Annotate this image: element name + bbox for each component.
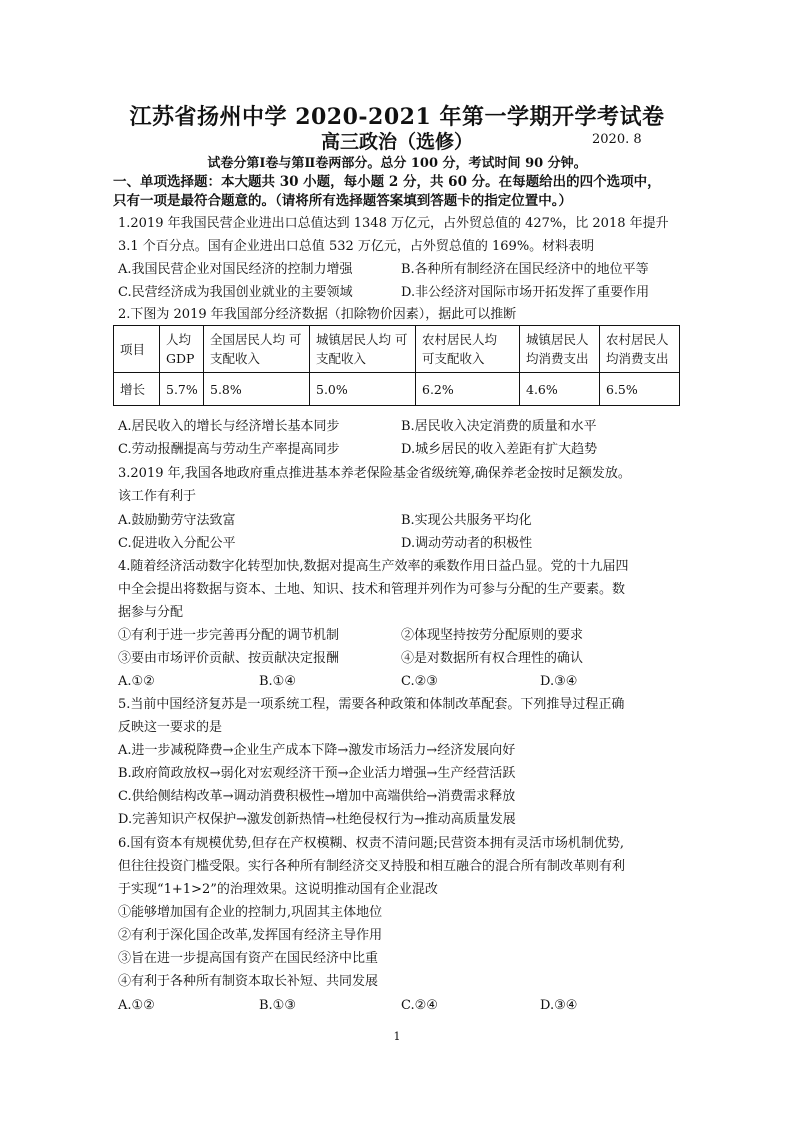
- q6-option-a: A.①②: [118, 998, 155, 1013]
- q4-option-a: A.①②: [118, 674, 155, 689]
- q6-stem-line1: 6.国有资本有规模优势,但存在产权模糊、权责不清问题;民营资本拥有灵活市场机制优势,: [118, 836, 625, 851]
- q4-stem-line2: 中全会提出将数据与资本、土地、知识、技术和管理并列作为可参与分配的生产要素。数: [118, 582, 626, 597]
- table-row-label: 增长: [114, 373, 160, 406]
- q5-option-b: B.政府简政放权→弱化对宏观经济干预→企业活力增强→生产经营活跃: [118, 766, 516, 781]
- section-heading-line2: 只有一项是最符合题意的。（请将所有选择题答案填到答题卡的指定位置中。）: [113, 193, 572, 209]
- q1-stem-line1: 1.2019 年我国民营企业进出口总值达到 1348 万亿元，占外贸总值的 427%，比 2018 年提升: [118, 216, 669, 231]
- q4-option-b: B.①④: [259, 674, 296, 689]
- q5-option-a: A.进一步减税降费→企业生产成本下降→激发市场活力→经济发展向好: [118, 743, 516, 758]
- q3-option-c: C.促进收入分配公平: [118, 536, 236, 551]
- q1-option-a: A.我国民营企业对国民经济的控制力增强: [118, 262, 353, 277]
- section-heading-line1: 一、单项选择题：本大题共 30 小题，每小题 2 分，共 60 分。在每题给出的四个选项中，: [113, 174, 661, 190]
- table-header-row: [114, 326, 680, 373]
- q4-statement-2: ②体现坚持按劳分配原则的要求: [401, 628, 584, 643]
- page-number: 1: [393, 1030, 401, 1043]
- exam-title: 江苏省扬州中学 2020-2021 年第一学期开学考试卷: [129, 104, 665, 130]
- q2-option-b: B.居民收入决定消费的质量和水平: [401, 419, 597, 434]
- table-header-cell: 项目: [114, 326, 160, 373]
- q6-stem-line2: 但往往投资门槛受限。实行各种所有制经济交叉持股和相互融合的混合所有制改革则有利: [118, 859, 626, 874]
- q4-statement-3: ③要由市场评价贡献、按贡献决定报酬: [118, 651, 340, 666]
- q5-option-d: D.完善知识产权保护→激发创新热情→杜绝侵权行为→推动高质量发展: [118, 812, 516, 827]
- table-cell: 6.5%: [600, 373, 680, 406]
- table-cell: 5.8%: [204, 373, 310, 406]
- table-header-cell: 城镇居民人 均消费支出: [520, 326, 600, 373]
- q6-statement-4: ④有利于各种所有制资本取长补短、共同发展: [118, 974, 379, 989]
- q4-option-c: C.②③: [401, 674, 438, 689]
- q1-option-c: C.民营经济成为我国创业就业的主要领域: [118, 285, 353, 300]
- q4-option-d: D.③④: [540, 674, 578, 689]
- q6-option-d: D.③④: [540, 998, 578, 1013]
- table-cell: 4.6%: [520, 373, 600, 406]
- table-header-cell: 城镇居民人均 可支配收入: [310, 326, 416, 373]
- q4-statement-1: ①有利于进一步完善再分配的调节机制: [118, 628, 340, 643]
- q3-stem-line1: 3.2019 年,我国各地政府重点推进基本养老保险基金省级统筹,确保养老金按时足额发放。: [118, 466, 631, 481]
- q3-option-b: B.实现公共服务平均化: [401, 513, 532, 528]
- q5-stem-line2: 反映这一要求的是: [118, 720, 223, 735]
- q2-option-a: A.居民收入的增长与经济增长基本同步: [118, 419, 340, 434]
- table-header-cell: 农村居民人均 可支配收入: [416, 326, 520, 373]
- q6-option-b: B.①③: [259, 998, 296, 1013]
- table-cell: 6.2%: [416, 373, 520, 406]
- q2-stem: 2.下图为 2019 年我国部分经济数据（扣除物价因素），据此可以推断: [118, 307, 517, 322]
- economic-data-table: [113, 325, 680, 406]
- q6-statement-2: ②有利于深化国企改革,发挥国有经济主导作用: [118, 928, 383, 943]
- q1-stem-line2: 3.1 个百分点。国有企业进出口总值 532 万亿元，占外贸总值的 169%。材料表明: [118, 239, 595, 254]
- exam-subtitle: 高三政治（选修）: [320, 131, 473, 153]
- exam-note: 试卷分第Ⅰ卷与第Ⅱ卷两部分。总分 100 分，考试时间 90 分钟。: [207, 156, 587, 171]
- exam-date: 2020. 8: [592, 132, 642, 147]
- q3-stem-line2: 该工作有利于: [118, 489, 197, 504]
- q1-option-d: D.非公经济对国际市场开拓发挥了重要作用: [401, 285, 650, 300]
- table-cell: 5.7%: [160, 373, 204, 406]
- q2-option-c: C.劳动报酬提高与劳动生产率提高同步: [118, 442, 340, 457]
- q6-stem-line3: 于实现“1+1>2”的治理效果。这说明推动国有企业混改: [118, 882, 438, 897]
- table-cell: 5.0%: [310, 373, 416, 406]
- table-header-cell: 农村居民人 均消费支出: [600, 326, 680, 373]
- table-row: [114, 373, 680, 406]
- q4-stem-line3: 据参与分配: [118, 605, 184, 620]
- q6-statement-1: ①能够增加国有企业的控制力,巩固其主体地位: [118, 905, 383, 920]
- q4-statement-4: ④是对数据所有权合理性的确认: [401, 651, 584, 666]
- q1-option-b: B.各种所有制经济在国民经济中的地位平等: [401, 262, 649, 277]
- table-header-cell: 全国居民人均 可支配收入: [204, 326, 310, 373]
- q3-option-d: D.调动劳动者的积极性: [401, 536, 533, 551]
- q6-statement-3: ③旨在进一步提高国有资产在国民经济中比重: [118, 951, 379, 966]
- table-header-cell: 人均 GDP: [160, 326, 204, 373]
- q6-option-c: C.②④: [401, 998, 438, 1013]
- q5-option-c: C.供给侧结构改革→调动消费积极性→增加中高端供给→消费需求释放: [118, 789, 516, 804]
- q4-stem-line1: 4.随着经济活动数字化转型加快,数据对提高生产效率的乘数作用日益凸显。党的十九届四: [118, 559, 629, 574]
- q2-option-d: D.城乡居民的收入差距有扩大趋势: [401, 442, 598, 457]
- q3-option-a: A.鼓励勤劳守法致富: [118, 513, 236, 528]
- q5-stem-line1: 5.当前中国经济复苏是一项系统工程，需要各种政策和体制改革配套。下列推导过程正确: [118, 697, 625, 712]
